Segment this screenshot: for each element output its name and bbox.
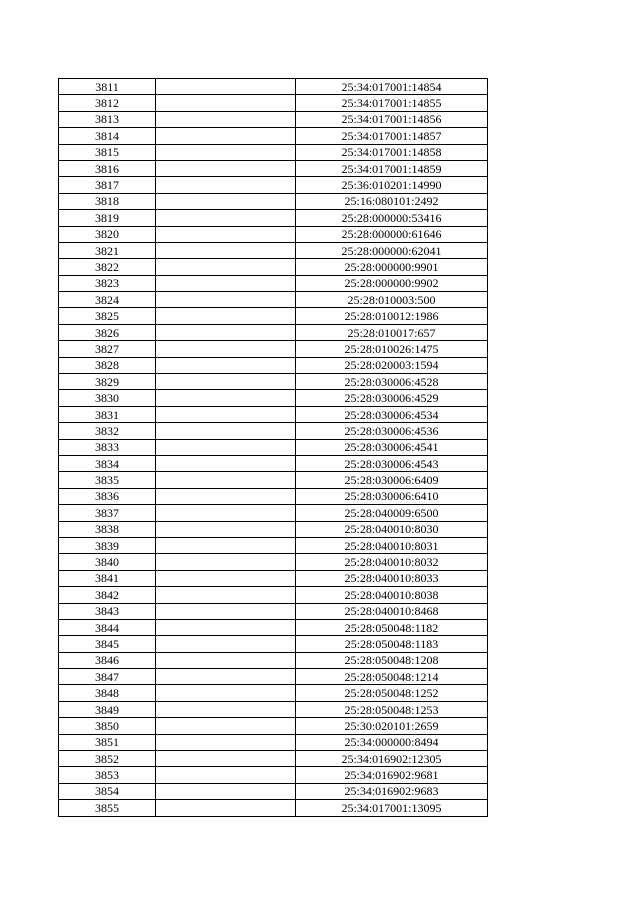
row-number-cell: 3816 (59, 160, 156, 176)
row-number-cell: 3847 (59, 669, 156, 685)
table-row (59, 390, 488, 406)
empty-cell (156, 472, 296, 488)
empty-cell (156, 783, 296, 799)
row-number-cell: 3854 (59, 783, 156, 799)
table-row (59, 751, 488, 767)
row-number-cell: 3844 (59, 619, 156, 635)
table-row (59, 554, 488, 570)
table-row (59, 193, 488, 209)
empty-cell (156, 160, 296, 176)
empty-cell (156, 275, 296, 291)
cadastral-number-table (58, 78, 488, 817)
empty-cell (156, 242, 296, 258)
table-row (59, 324, 488, 340)
row-number-cell: 3813 (59, 111, 156, 127)
table-row (59, 701, 488, 717)
table-row (59, 374, 488, 390)
row-number-cell: 3842 (59, 587, 156, 603)
empty-cell (156, 406, 296, 422)
empty-cell (156, 455, 296, 471)
table-row (59, 79, 488, 95)
cadastral-number-cell: 25:34:017001:13095 (296, 800, 488, 816)
row-number-cell: 3818 (59, 193, 156, 209)
cadastral-number-cell: 25:34:017001:14858 (296, 144, 488, 160)
empty-cell (156, 324, 296, 340)
cadastral-number-cell: 25:34:016902:9681 (296, 767, 488, 783)
cadastral-number-cell: 25:28:030006:4543 (296, 455, 488, 471)
empty-cell (156, 374, 296, 390)
empty-cell (156, 505, 296, 521)
table-row (59, 95, 488, 111)
table-row (59, 275, 488, 291)
row-number-cell: 3828 (59, 357, 156, 373)
empty-cell (156, 751, 296, 767)
cadastral-number-cell: 25:34:017001:14854 (296, 79, 488, 95)
cadastral-number-cell: 25:28:050048:1183 (296, 636, 488, 652)
cadastral-number-cell: 25:28:030006:4534 (296, 406, 488, 422)
cadastral-number-cell: 25:34:016902:9683 (296, 783, 488, 799)
cadastral-number-cell: 25:28:030006:4536 (296, 423, 488, 439)
table-row (59, 177, 488, 193)
cadastral-number-cell: 25:28:040010:8038 (296, 587, 488, 603)
table-row (59, 160, 488, 176)
empty-cell (156, 669, 296, 685)
row-number-cell: 3850 (59, 718, 156, 734)
cadastral-number-cell: 25:28:000000:62041 (296, 242, 488, 258)
empty-cell (156, 341, 296, 357)
row-number-cell: 3838 (59, 521, 156, 537)
row-number-cell: 3833 (59, 439, 156, 455)
cadastral-number-cell: 25:16:080101:2492 (296, 193, 488, 209)
empty-cell (156, 177, 296, 193)
table-row (59, 619, 488, 635)
empty-cell (156, 226, 296, 242)
row-number-cell: 3827 (59, 341, 156, 357)
row-number-cell: 3836 (59, 488, 156, 504)
empty-cell (156, 570, 296, 586)
cadastral-number-cell: 25:34:017001:14856 (296, 111, 488, 127)
cadastral-number-cell: 25:28:050048:1182 (296, 619, 488, 635)
row-number-cell: 3839 (59, 537, 156, 553)
cadastral-number-cell: 25:36:010201:14990 (296, 177, 488, 193)
cadastral-number-cell: 25:28:030006:4528 (296, 374, 488, 390)
empty-cell (156, 210, 296, 226)
empty-cell (156, 718, 296, 734)
row-number-cell: 3848 (59, 685, 156, 701)
row-number-cell: 3849 (59, 701, 156, 717)
cadastral-number-cell: 25:28:030006:6410 (296, 488, 488, 504)
empty-cell (156, 587, 296, 603)
table-row (59, 636, 488, 652)
table-row (59, 259, 488, 275)
row-number-cell: 3843 (59, 603, 156, 619)
cadastral-number-cell: 25:28:000000:9902 (296, 275, 488, 291)
empty-cell (156, 734, 296, 750)
row-number-cell: 3821 (59, 242, 156, 258)
cadastral-number-cell: 25:28:050048:1214 (296, 669, 488, 685)
cadastral-number-cell: 25:28:030006:4529 (296, 390, 488, 406)
row-number-cell: 3830 (59, 390, 156, 406)
table-row (59, 685, 488, 701)
cadastral-number-cell: 25:28:050048:1252 (296, 685, 488, 701)
empty-cell (156, 95, 296, 111)
table-body (59, 79, 488, 817)
empty-cell (156, 390, 296, 406)
table-row (59, 472, 488, 488)
cadastral-number-cell: 25:28:010003:500 (296, 292, 488, 308)
table-row (59, 242, 488, 258)
row-number-cell: 3812 (59, 95, 156, 111)
table-row (59, 341, 488, 357)
row-number-cell: 3851 (59, 734, 156, 750)
cadastral-number-cell: 25:28:050048:1208 (296, 652, 488, 668)
row-number-cell: 3841 (59, 570, 156, 586)
empty-cell (156, 439, 296, 455)
table-row (59, 439, 488, 455)
row-number-cell: 3853 (59, 767, 156, 783)
table-row (59, 423, 488, 439)
row-number-cell: 3814 (59, 128, 156, 144)
empty-cell (156, 554, 296, 570)
table-row (59, 669, 488, 685)
empty-cell (156, 488, 296, 504)
table-row (59, 111, 488, 127)
cadastral-number-cell: 25:28:000000:9901 (296, 259, 488, 275)
table-row (59, 210, 488, 226)
row-number-cell: 3852 (59, 751, 156, 767)
empty-cell (156, 767, 296, 783)
cadastral-number-cell: 25:30:020101:2659 (296, 718, 488, 734)
row-number-cell: 3811 (59, 79, 156, 95)
row-number-cell: 3834 (59, 455, 156, 471)
row-number-cell: 3832 (59, 423, 156, 439)
table-row (59, 783, 488, 799)
cadastral-number-cell: 25:28:040010:8031 (296, 537, 488, 553)
empty-cell (156, 603, 296, 619)
row-number-cell: 3831 (59, 406, 156, 422)
row-number-cell: 3817 (59, 177, 156, 193)
row-number-cell: 3824 (59, 292, 156, 308)
row-number-cell: 3815 (59, 144, 156, 160)
empty-cell (156, 636, 296, 652)
cadastral-number-cell: 25:34:000000:8494 (296, 734, 488, 750)
cadastral-number-cell: 25:28:040010:8468 (296, 603, 488, 619)
table-row (59, 357, 488, 373)
empty-cell (156, 292, 296, 308)
table-row (59, 505, 488, 521)
cadastral-number-cell: 25:34:017001:14855 (296, 95, 488, 111)
cadastral-number-cell: 25:28:030006:6409 (296, 472, 488, 488)
cadastral-number-cell: 25:28:000000:61646 (296, 226, 488, 242)
empty-cell (156, 701, 296, 717)
cadastral-number-cell: 25:28:040010:8032 (296, 554, 488, 570)
empty-cell (156, 308, 296, 324)
empty-cell (156, 111, 296, 127)
empty-cell (156, 521, 296, 537)
row-number-cell: 3837 (59, 505, 156, 521)
row-number-cell: 3845 (59, 636, 156, 652)
table-row (59, 455, 488, 471)
row-number-cell: 3822 (59, 259, 156, 275)
row-number-cell: 3819 (59, 210, 156, 226)
table-row (59, 537, 488, 553)
table-row (59, 128, 488, 144)
table-row (59, 570, 488, 586)
table-row (59, 603, 488, 619)
empty-cell (156, 800, 296, 816)
table-row (59, 652, 488, 668)
cadastral-number-cell: 25:28:020003:1594 (296, 357, 488, 373)
empty-cell (156, 537, 296, 553)
table-row (59, 144, 488, 160)
row-number-cell: 3829 (59, 374, 156, 390)
cadastral-number-cell: 25:28:010012:1986 (296, 308, 488, 324)
table-row (59, 718, 488, 734)
row-number-cell: 3823 (59, 275, 156, 291)
row-number-cell: 3825 (59, 308, 156, 324)
cadastral-number-cell: 25:28:030006:4541 (296, 439, 488, 455)
table-row (59, 767, 488, 783)
cadastral-number-cell: 25:28:010026:1475 (296, 341, 488, 357)
empty-cell (156, 128, 296, 144)
table-row (59, 800, 488, 816)
empty-cell (156, 79, 296, 95)
empty-cell (156, 652, 296, 668)
row-number-cell: 3826 (59, 324, 156, 340)
row-number-cell: 3846 (59, 652, 156, 668)
table-row (59, 488, 488, 504)
empty-cell (156, 357, 296, 373)
empty-cell (156, 259, 296, 275)
empty-cell (156, 619, 296, 635)
empty-cell (156, 423, 296, 439)
cadastral-number-cell: 25:28:040010:8033 (296, 570, 488, 586)
empty-cell (156, 685, 296, 701)
cadastral-number-cell: 25:28:010017:657 (296, 324, 488, 340)
row-number-cell: 3855 (59, 800, 156, 816)
cadastral-number-cell: 25:34:016902:12305 (296, 751, 488, 767)
table-row (59, 406, 488, 422)
cadastral-number-cell: 25:28:000000:53416 (296, 210, 488, 226)
cadastral-number-cell: 25:28:050048:1253 (296, 701, 488, 717)
cadastral-number-cell: 25:28:040009:6500 (296, 505, 488, 521)
row-number-cell: 3840 (59, 554, 156, 570)
table-row (59, 226, 488, 242)
cadastral-number-cell: 25:34:017001:14859 (296, 160, 488, 176)
row-number-cell: 3820 (59, 226, 156, 242)
cadastral-number-cell: 25:28:040010:8030 (296, 521, 488, 537)
table-row (59, 308, 488, 324)
cadastral-number-cell: 25:34:017001:14857 (296, 128, 488, 144)
table-row (59, 734, 488, 750)
table-row (59, 292, 488, 308)
empty-cell (156, 144, 296, 160)
table-row (59, 587, 488, 603)
empty-cell (156, 193, 296, 209)
row-number-cell: 3835 (59, 472, 156, 488)
table-row (59, 521, 488, 537)
